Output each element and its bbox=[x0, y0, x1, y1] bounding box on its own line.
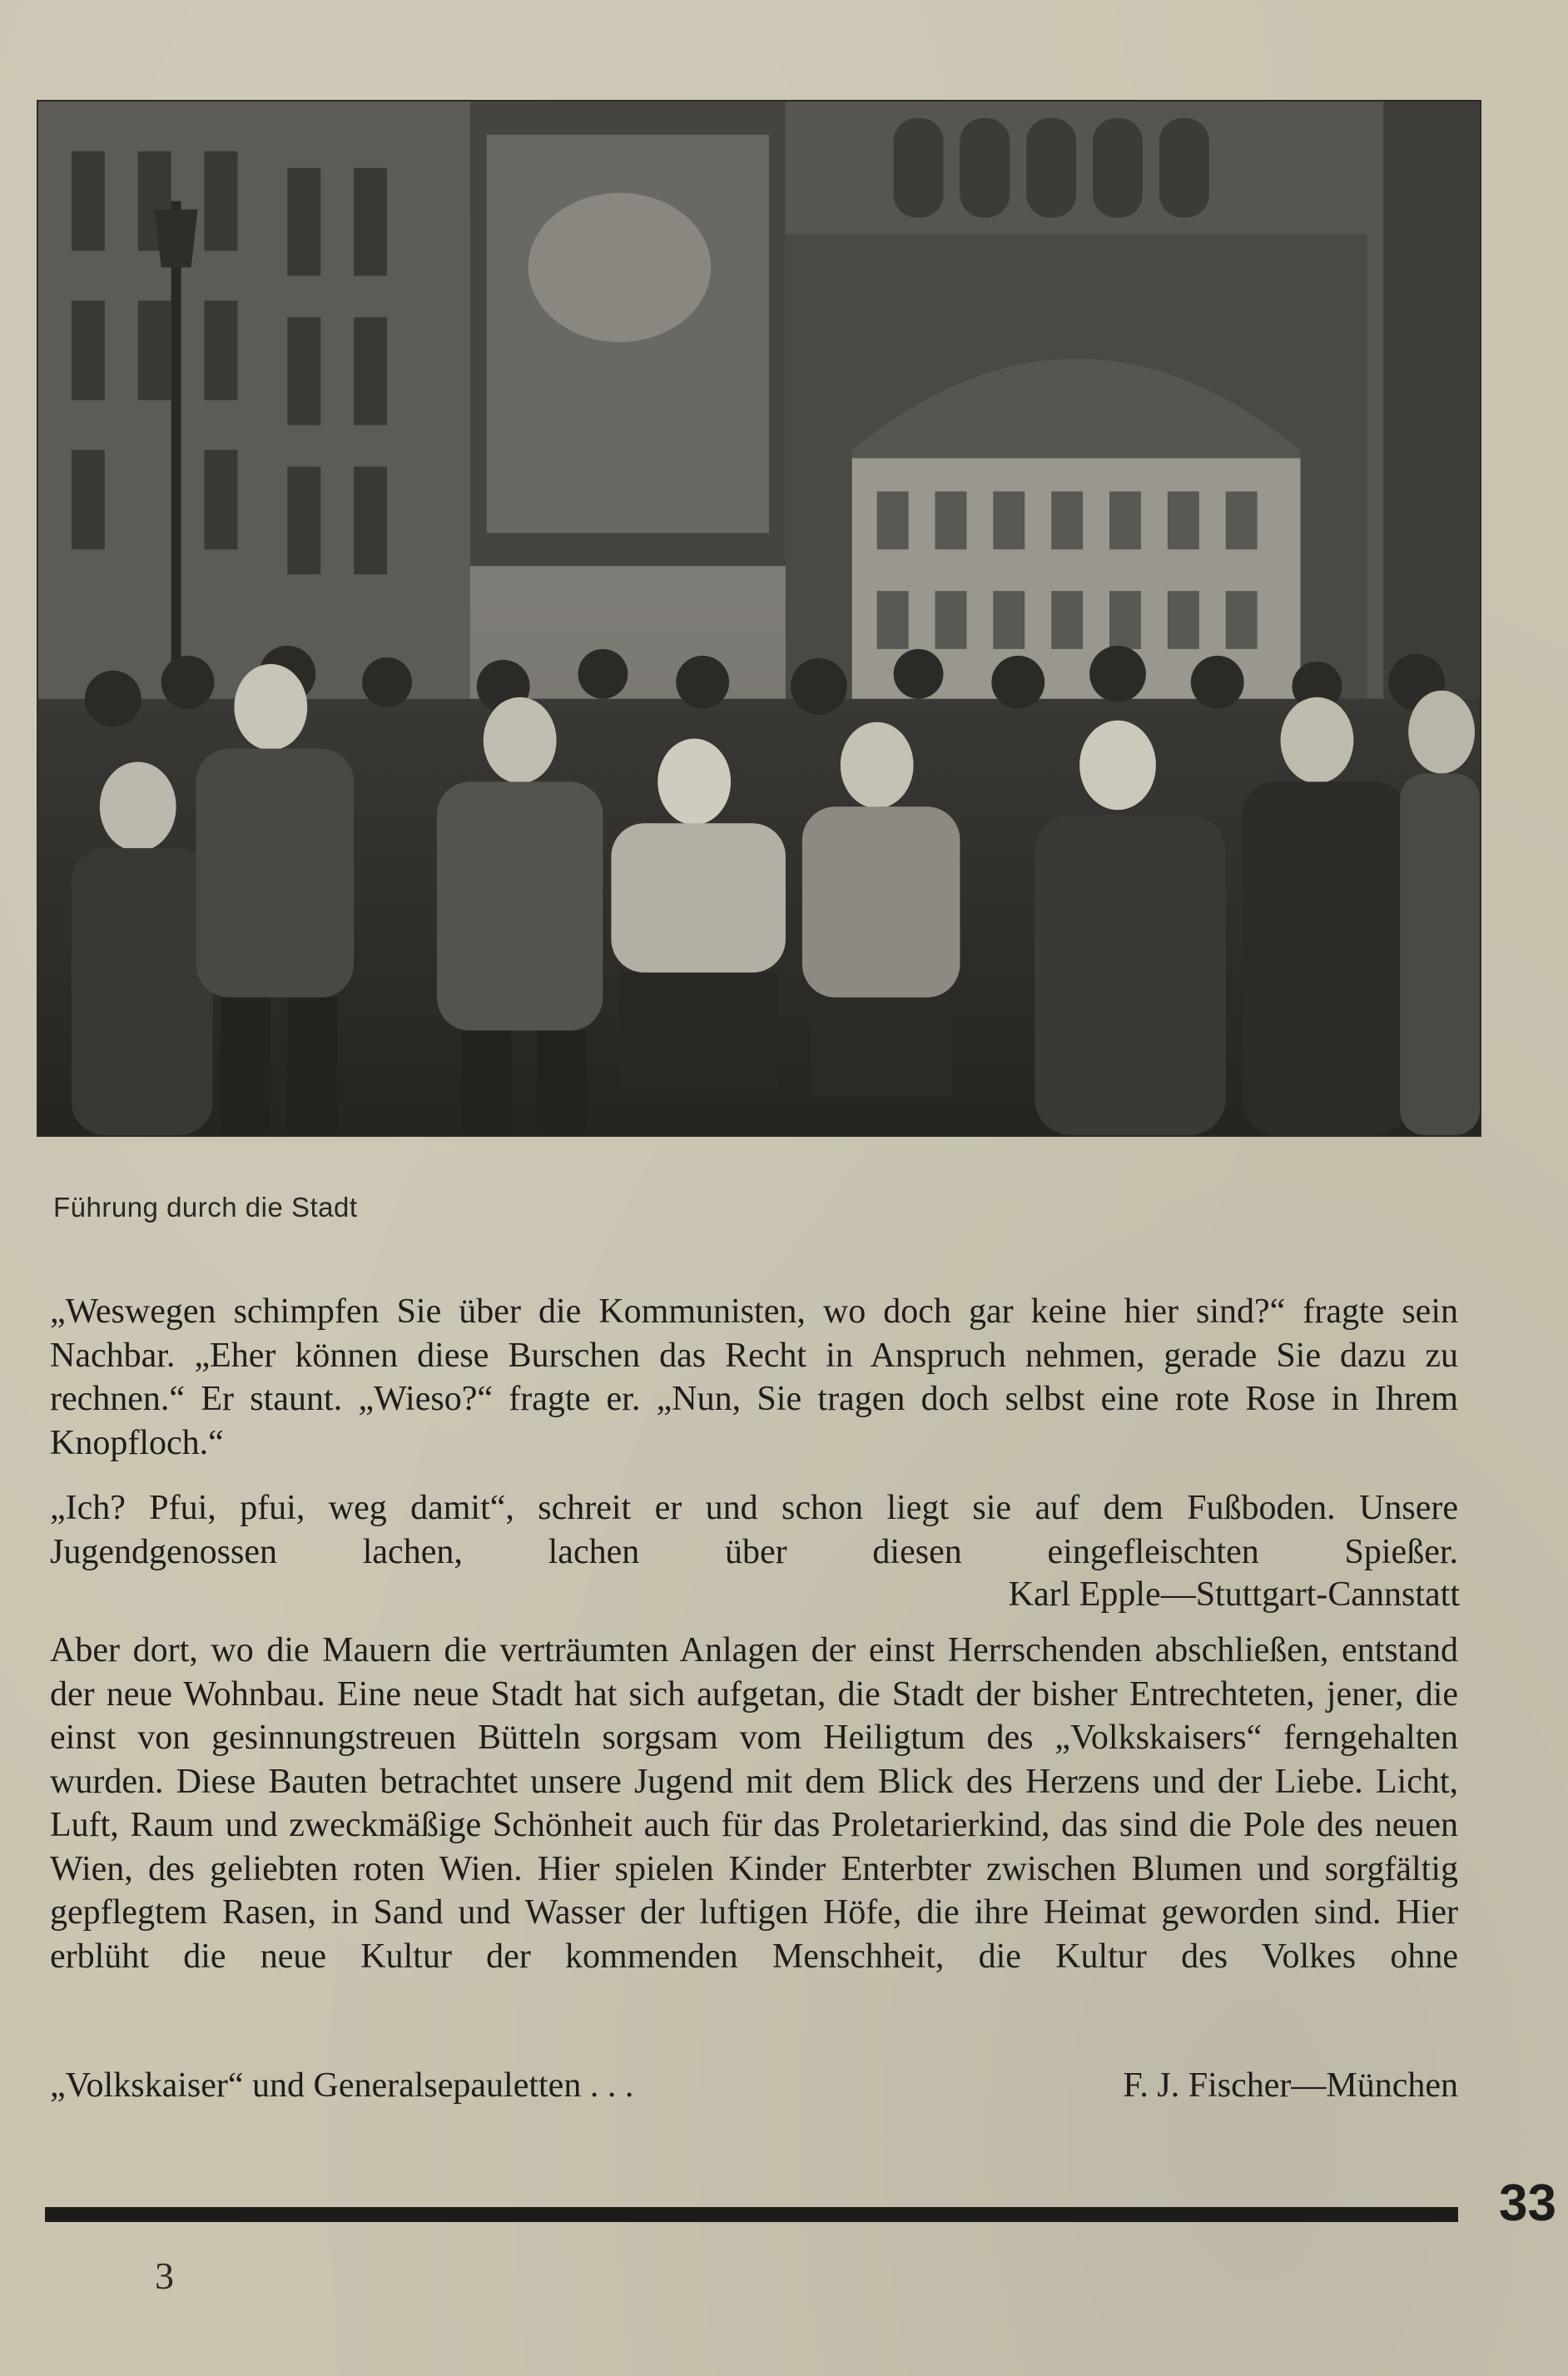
photo-caption: Führung durch die Stadt bbox=[53, 1192, 358, 1223]
photo-illustration bbox=[38, 102, 1480, 1135]
signature-fischer: F. J. Fischer—München bbox=[1123, 2066, 1458, 2105]
paragraph-2: „Ich? Pfui, pfui, weg damit“, schreit er und schon liegt sie auf dem Fußboden. Unsere Jugendgenossen lachen, lachen über diesen eingefleischten Spießer. bbox=[50, 1489, 1458, 1571]
street-march-photo bbox=[37, 100, 1481, 1137]
paragraph-3: Aber dort, wo die Mauern die verträumten Anlagen der einst Herrschenden abschließen, entstand der neue Wohnbau. Eine neue Stadt hat sich aufgetan, die Stadt der bisher Entrechteten, jener, die einst von gesinnungstreuen Bütteln sorgsam vom Heiligtum des „Volkskaisers“ ferngehalten wurden. Diese Bauten betrachtet unsere Jugend mit dem Blick des Herzens und der Liebe. Licht, Luft, Raum und zweckmäßige Schönheit auch für das Proletarierkind, das sind die Pole des neuen Wien, des geliebten roten Wien. Hier spielen Kinder Enterbter zwischen Blumen und sorgfältig gepflegtem Rasen, in Sand und Wasser der luftigen Höfe, die ihre Heimat geworden sind. Hier erblüht die neue Kultur der kommenden Menschheit, die Kultur des Volkes ohne bbox=[50, 1631, 1458, 1976]
sheet-number: 3 bbox=[155, 2254, 174, 2297]
footer-rule bbox=[45, 2207, 1458, 2222]
paragraph-3-last-line bbox=[50, 2064, 1458, 2107]
paragraph-1: „Weswegen schimpfen Sie über die Kommunisten, wo doch gar keine hier sind?“ fragte sein Nachbar. „Eher können diese Burschen das Recht in Anspruch nehmen, gerade Sie dazu zu rechnen.“ Er staunt. „Wieso?“ fragte er. „Nun, Sie tragen doch selbst eine rote Rose in Ihrem Knopfloch.“ bbox=[50, 1292, 1458, 1462]
paragraph-3-ending: „Volkskaiser“ und Generalsepauletten . . . bbox=[50, 2066, 634, 2105]
page-number: 33 bbox=[1499, 2175, 1556, 2232]
signature-epple: Karl Epple—Stuttgart-Cannstatt bbox=[1008, 1575, 1460, 1614]
